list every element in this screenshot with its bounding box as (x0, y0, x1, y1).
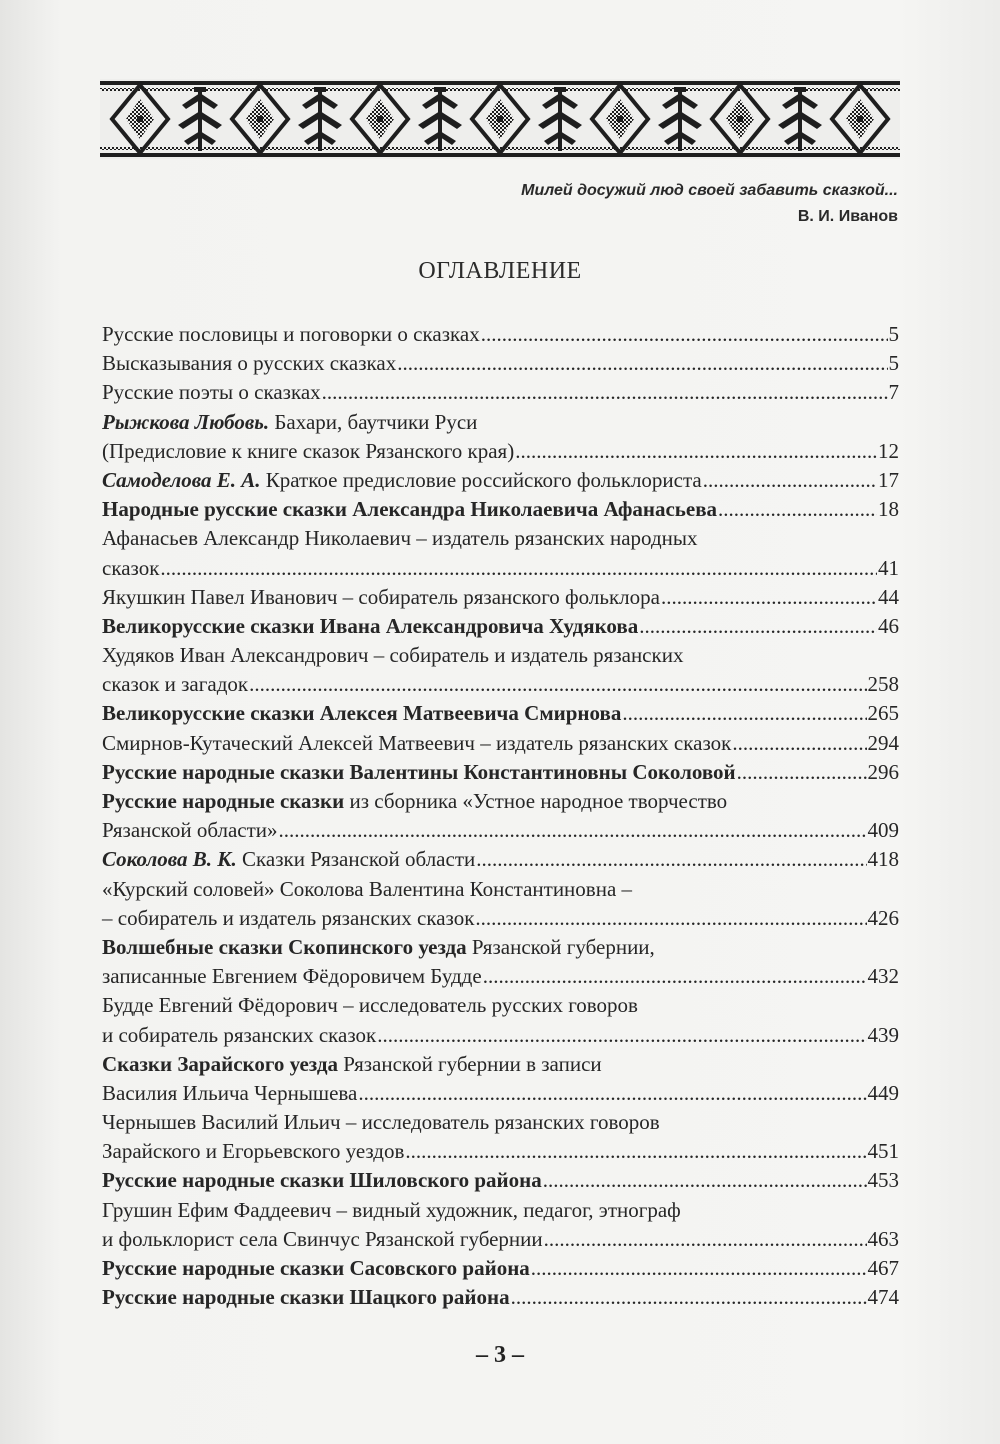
toc-entry-title: Зарайского и Егорьевского уездов (102, 1139, 405, 1164)
toc-entry-title: (Предисловие к книге сказок Рязанского края) (102, 438, 515, 463)
toc-entry-text (102, 758, 736, 787)
ornament-border (100, 79, 900, 159)
toc-leader-dots (543, 1166, 867, 1195)
toc-entry[interactable] (102, 1196, 899, 1225)
toc-page-number: 5 (888, 322, 899, 346)
toc-entry-text (102, 524, 698, 553)
toc-entry[interactable] (102, 933, 899, 962)
toc-entry[interactable] (102, 583, 899, 612)
toc-entry-text (102, 816, 278, 845)
toc-entry-bold: Русские народные сказки Валентины Константиновны Соколовой (102, 759, 736, 784)
toc-page-number: 46 (878, 613, 899, 638)
toc-entry-text (102, 641, 683, 670)
toc-page-number: 463 (867, 1226, 899, 1251)
toc-entry[interactable] (102, 320, 899, 349)
toc-entry-text (102, 962, 482, 991)
table-of-contents (102, 320, 899, 1312)
toc-entry[interactable] (102, 904, 899, 933)
toc-entry[interactable] (102, 641, 899, 670)
toc-entry-author: Самоделова Е. А. (102, 467, 261, 492)
toc-entry[interactable] (102, 1283, 899, 1312)
toc-entry[interactable] (102, 699, 899, 728)
toc-entry-bold: Великорусские сказки Алексея Матвеевича Смирнова (102, 701, 622, 726)
toc-entry-title: Сказки Рязанской области (242, 847, 476, 872)
toc-entry-text (102, 320, 480, 349)
toc-page-number: 258 (867, 672, 899, 697)
toc-leader-dots (737, 758, 867, 787)
toc-entry-text (102, 1108, 660, 1137)
toc-entry-title: – собиратель и издатель рязанских сказок (102, 905, 475, 930)
toc-entry-text (102, 1225, 543, 1254)
toc-entry-title: сказок и загадок (102, 672, 249, 697)
toc-entry-text (102, 904, 474, 933)
toc-entry[interactable] (102, 378, 899, 407)
toc-leader-dots (531, 1254, 867, 1283)
toc-entry-bold: Волшебные сказки Скопинского уезда (102, 934, 467, 959)
toc-entry-text (102, 1196, 681, 1225)
toc-leader-dots (661, 583, 877, 612)
toc-entry-title: Якушкин Павел Иванович – собиратель рязанского фольклора (102, 584, 660, 609)
toc-entry[interactable] (102, 554, 899, 583)
epigraph-author: В. И. Иванов (797, 208, 898, 225)
toc-entry[interactable] (102, 495, 899, 524)
toc-leader-dots (703, 466, 877, 495)
toc-entry-bold: Русские народные сказки Шиловского района (102, 1168, 542, 1193)
toc-entry[interactable] (102, 845, 899, 874)
toc-entry-text (102, 495, 717, 524)
toc-entry-text (102, 699, 621, 728)
toc-page-number: 467 (867, 1256, 899, 1280)
toc-entry-text (102, 408, 477, 437)
toc-page-number: 449 (867, 1080, 899, 1105)
toc-entry-title: Василия Ильича Чернышева (102, 1080, 358, 1105)
toc-entry[interactable] (102, 991, 899, 1020)
toc-page-number: 5 (888, 351, 899, 376)
toc-page-number: 296 (867, 759, 899, 784)
toc-entry[interactable] (102, 466, 899, 495)
toc-page-number: 426 (867, 905, 899, 930)
toc-entry-title: Краткое предисловие российского фольклориста (265, 467, 702, 492)
toc-entry-title: Бахари, баутчики Руси (274, 409, 478, 434)
toc-entry[interactable] (102, 962, 899, 991)
toc-entry-title: и фольклорист села Свинчус Рязанской губернии (102, 1226, 543, 1251)
toc-leader-dots (397, 349, 887, 378)
toc-entry-text (102, 1137, 404, 1166)
toc-entry[interactable] (102, 729, 899, 758)
toc-leader-dots (279, 816, 867, 845)
toc-entry-text (102, 1079, 357, 1108)
toc-page-number: 453 (867, 1168, 899, 1193)
toc-entry[interactable] (102, 524, 899, 553)
toc-leader-dots (515, 437, 877, 466)
toc-leader-dots (481, 320, 888, 349)
toc-entry-title-cont: из сборника «Устное народное творчество (349, 789, 728, 813)
toc-entry-text (102, 1021, 376, 1050)
toc-leader-dots (483, 962, 867, 991)
toc-entry-text (102, 1283, 510, 1312)
toc-leader-dots (718, 495, 877, 524)
toc-leader-dots (405, 1137, 866, 1166)
toc-entry-text (102, 378, 321, 407)
toc-leader-dots (475, 904, 866, 933)
toc-entry-text (102, 466, 702, 495)
toc-entry-title: Будде Евгений Фёдорович – исследователь русских говоров (102, 993, 638, 1018)
toc-entry-text (102, 1254, 530, 1283)
toc-leader-dots (377, 1021, 866, 1050)
toc-entry[interactable] (102, 1137, 899, 1166)
toc-page-number: 451 (867, 1139, 899, 1164)
toc-entry[interactable] (102, 758, 899, 787)
toc-entry-bold: Народные русские сказки Александра Николаевича Афанасьева (102, 497, 718, 522)
toc-entry-bold: Русские народные сказки (102, 789, 345, 813)
toc-entry-text (102, 787, 727, 816)
toc-entry[interactable] (102, 1254, 899, 1283)
toc-entry-title: записанные Евгением Фёдоровичем Будде (102, 964, 482, 989)
toc-entry-bold: Великорусские сказки Ивана Александровича Худякова (102, 613, 639, 638)
toc-entry[interactable] (102, 1108, 899, 1137)
toc-entry-title: Высказывания о русских сказках (102, 351, 397, 376)
toc-page-number: 409 (867, 818, 899, 843)
toc-entry-text (102, 875, 632, 904)
toc-entry[interactable] (102, 1079, 899, 1108)
epigraph (521, 178, 898, 230)
toc-entry-author: Соколова В. К. (102, 847, 237, 872)
toc-leader-dots (476, 845, 866, 874)
toc-leader-dots (511, 1283, 867, 1312)
page-number: – 3 – (476, 1342, 524, 1368)
toc-entry-title: Рязанской области» (102, 818, 278, 843)
toc-entry-title: Смирнов-Кутаческий Алексей Матвеевич – издатель рязанских сказок (102, 730, 732, 755)
toc-leader-dots (249, 670, 866, 699)
toc-entry-text (102, 845, 475, 874)
toc-page-number: 7 (888, 380, 899, 405)
toc-entry[interactable] (102, 349, 899, 378)
toc-entry[interactable] (102, 875, 899, 904)
toc-leader-dots (544, 1225, 867, 1254)
toc-entry-title: и собиратель рязанских сказок (102, 1022, 377, 1047)
toc-entry-title: Худяков Иван Александрович – собиратель и издатель рязанских (102, 643, 684, 668)
toc-entry[interactable] (102, 787, 899, 816)
toc-page-number: 432 (867, 964, 899, 989)
toc-page-number: 439 (867, 1022, 899, 1047)
toc-leader-dots (322, 378, 888, 407)
toc-page-number: 44 (878, 584, 899, 609)
toc-entry[interactable] (102, 1166, 899, 1195)
toc-page-number: 17 (878, 467, 899, 492)
toc-page-number: 18 (878, 497, 899, 522)
toc-leader-dots (622, 699, 866, 728)
toc-leader-dots (160, 554, 877, 583)
toc-page-number: 474 (867, 1285, 899, 1310)
toc-page-number: 41 (878, 555, 899, 580)
toc-entry-title: Русские поэты о сказках (102, 380, 321, 405)
page-title: ОГЛАВЛЕНИЕ (418, 258, 582, 284)
epigraph-quote: Милей досужий люд своей забавить сказкой... (521, 182, 898, 199)
toc-entry-title: Афанасьев Александр Николаевич – издатель рязанских народных (102, 526, 698, 551)
toc-entry-title-cont: Рязанской губернии в записи (343, 1051, 602, 1076)
toc-entry[interactable] (102, 437, 899, 466)
toc-entry-title: Грушин Ефим Фаддеевич – видный художник, педагог, этнограф (102, 1197, 681, 1222)
toc-entry-text (102, 1166, 542, 1195)
toc-page-number: 418 (867, 847, 899, 872)
toc-entry[interactable] (102, 816, 899, 845)
toc-entry-text (102, 991, 638, 1020)
toc-entry[interactable] (102, 612, 899, 641)
toc-entry-bold: Русские народные сказки Шацкого района (102, 1285, 510, 1310)
toc-entry[interactable] (102, 1050, 899, 1079)
toc-entry-bold: Сказки Зарайского уезда (102, 1051, 338, 1076)
toc-leader-dots (732, 729, 866, 758)
toc-entry-author: Рыжкова Любовь. (102, 409, 270, 434)
toc-entry[interactable] (102, 408, 899, 437)
toc-entry-text (102, 349, 396, 378)
toc-entry-text (102, 583, 660, 612)
toc-entry-text (102, 437, 514, 466)
toc-entry-bold: Русские народные сказки Сасовского района (102, 1256, 530, 1280)
toc-entry-title: Русские пословицы и поговорки о сказках (102, 322, 480, 346)
toc-entry-text (102, 612, 638, 641)
toc-leader-dots (358, 1079, 866, 1108)
toc-entry-text (102, 729, 731, 758)
toc-entry-text (102, 1050, 602, 1079)
toc-entry-title: сказок (102, 555, 160, 580)
toc-entry[interactable] (102, 1225, 899, 1254)
toc-entry[interactable] (102, 1021, 899, 1050)
toc-entry-text (102, 554, 159, 583)
toc-entry-title-cont: Рязанской губернии, (471, 934, 655, 959)
toc-leader-dots (639, 612, 877, 641)
toc-page-number: 294 (867, 730, 899, 755)
toc-entry[interactable] (102, 670, 899, 699)
toc-entry-text (102, 933, 655, 962)
toc-entry-title: Чернышев Василий Ильич – исследователь рязанских говоров (102, 1110, 660, 1135)
toc-page-number: 12 (878, 438, 899, 463)
toc-page-number: 265 (867, 701, 899, 726)
toc-entry-title: «Курский соловей» Соколова Валентина Константиновна – (102, 876, 633, 901)
toc-entry-text (102, 670, 248, 699)
